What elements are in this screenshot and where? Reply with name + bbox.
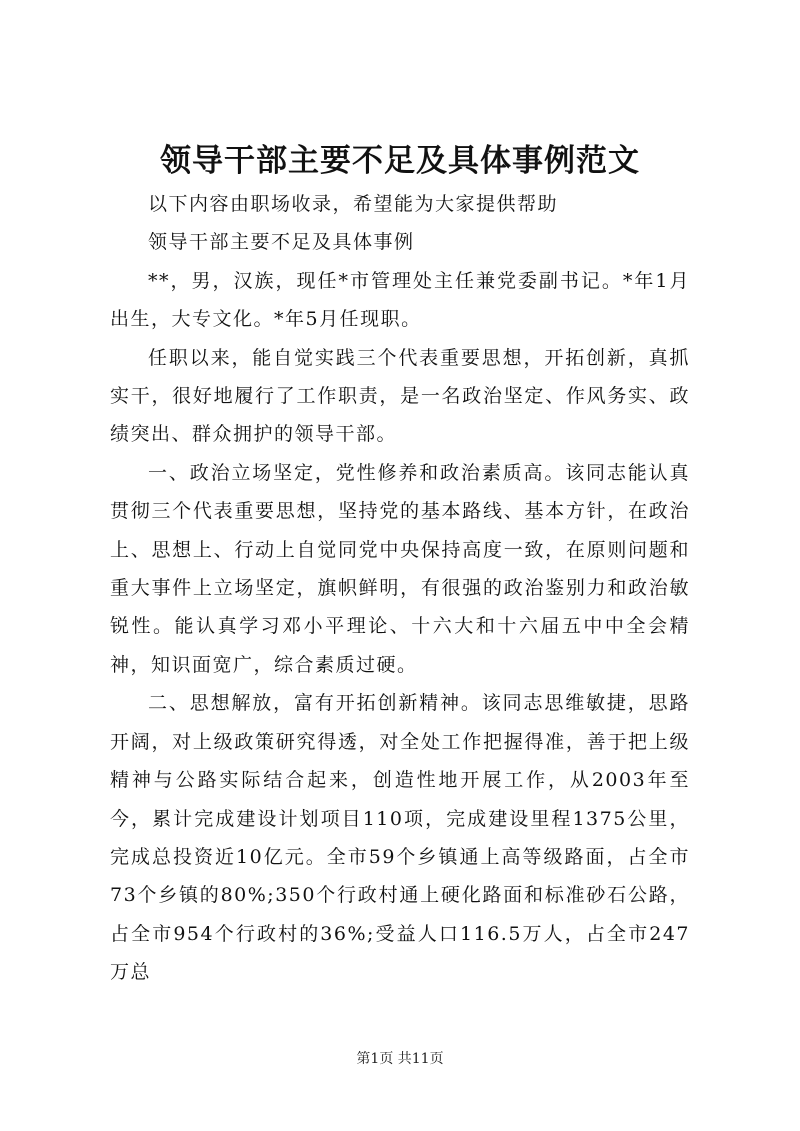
intro-note: 以下内容由职场收录，希望能为大家提供帮助 [148,193,559,215]
section-two-paragraph: 二、思想解放，富有开拓创新精神。该同志思维敏捷，思路开阔，对上级政策研究得透，对全处工作把握得准，善于把上级精神与公路实际结合起来，创造性地开展工作，从2003年至今，累计完成建设计划项目110项，完成建设里程1375公里，完成总投资近10亿元。全市59个乡镇通上高等级路面，占全市73个乡镇的80%;350个行政村通上硬化路面和标准砂石公路，占全市954个行政村的36%;受益人口116.5万人，占全市247万总 [110,692,690,984]
summary-paragraph: 任职以来，能自觉实践三个代表重要思想，开拓创新，真抓实干，很好地履行了工作职责，是一名政治坚定、作风务实、政绩突出、群众拥护的领导干部。 [110,346,690,446]
profile-paragraph: **，男，汉族，现任*市管理处主任兼党委副书记。*年1月出生，大专文化。*年5月任现职。 [110,269,690,331]
section-one-paragraph: 一、政治立场坚定，党性修养和政治素质高。该同志能认真贯彻三个代表重要思想，坚持党的基本路线、基本方针，在政治上、思想上、行动上自觉同党中央保持高度一致，在原则问题和重大事件上立场坚定，旗帜鲜明，有很强的政治鉴别力和政治敏锐性。能认真学习邓小平理论、十六大和十六届五中中全会精神，知识面宽广，综合素质过硬。 [110,461,690,676]
document-body [110,185,690,992]
document-title: 领导干部主要不足及具体事例范文 [160,143,640,179]
page-indicator: 第1页 共11页 [356,1051,444,1067]
subtitle-paragraph: 领导干部主要不足及具体事例 [148,231,415,254]
